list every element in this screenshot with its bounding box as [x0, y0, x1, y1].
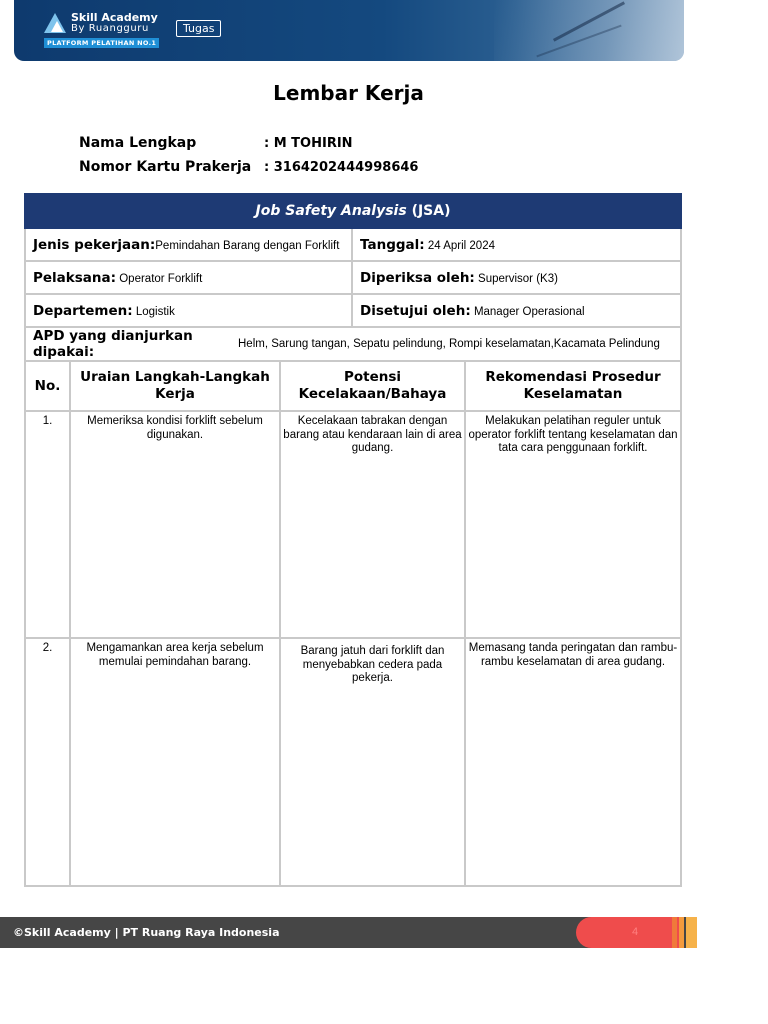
- step-uraian: Memeriksa kondisi forklift sebelum digunakan.: [70, 411, 280, 638]
- jsa-heading-abbr: (JSA): [411, 203, 451, 219]
- footer-stripe: [672, 917, 677, 948]
- skill-academy-logo-icon: [44, 13, 66, 35]
- step-rekomendasi: Melakukan pelatihan reguler untuk operator forklift tentang keselamatan dan tata cara penggunaan forklift.: [465, 411, 681, 638]
- table-row: [25, 411, 681, 638]
- disetujui-label: Disetujui oleh:: [360, 302, 471, 319]
- page-number: 4: [632, 926, 639, 938]
- card-number-label: Nomor Kartu Prakerja: [79, 159, 252, 175]
- disetujui-value: Manager Operasional: [473, 305, 585, 318]
- diperiksa-label: Diperiksa oleh:: [360, 269, 475, 286]
- departemen-label: Departemen:: [33, 302, 133, 319]
- step-potensi: Kecelakaan tabrakan dengan barang atau kendaraan lain di area gudang.: [280, 411, 465, 638]
- diperiksa-value: Supervisor (K3): [478, 272, 558, 285]
- header-banner: [14, 0, 684, 61]
- name-label: Nama Lengkap: [79, 135, 197, 151]
- departemen-value: Logistik: [135, 305, 175, 318]
- tanggal-cell: [352, 228, 681, 261]
- card-number-value: : 3164202444998646: [264, 160, 419, 175]
- pelaksana-value: Operator Forklift: [119, 272, 203, 285]
- jenis-pekerjaan-cell: [25, 228, 352, 261]
- step-potensi: Barang jatuh dari forklift dan menyebabkan cedera pada pekerja.: [280, 638, 465, 886]
- page-footer: [0, 917, 697, 948]
- pelaksana-label: Pelaksana:: [33, 269, 117, 286]
- brand-tagline: PLATFORM PELATIHAN NO.1: [44, 38, 159, 48]
- brand-line2: By Ruangguru: [71, 23, 149, 34]
- jenis-value: Pemindahan Barang dengan Forklift: [155, 239, 340, 252]
- apd-label: APD yang dianjurkan dipakai:: [33, 328, 193, 360]
- jsa-heading: [25, 194, 681, 228]
- departemen-cell: [25, 294, 352, 327]
- page-title: Lembar Kerja: [273, 81, 424, 105]
- step-rekomendasi: Memasang tanda peringatan dan rambu-rambu keselamatan di area gudang.: [465, 638, 681, 886]
- step-number: 2.: [25, 638, 70, 886]
- table-row: [25, 638, 681, 886]
- col-header-potensi: Potensi Kecelakaan/Bahaya: [280, 361, 465, 411]
- brand-name: [71, 12, 158, 34]
- pelaksana-cell: [25, 261, 352, 294]
- apd-cell: [25, 327, 681, 361]
- banner-decoration: [494, 0, 684, 61]
- tanggal-value: 24 April 2024: [427, 239, 495, 252]
- disetujui-cell: [352, 294, 681, 327]
- step-uraian: Mengamankan area kerja sebelum memulai pemindahan barang.: [70, 638, 280, 886]
- tanggal-label: Tanggal:: [360, 236, 425, 253]
- col-header-rekomendasi: Rekomendasi Prosedur Keselamatan: [465, 361, 681, 411]
- footer-stripe: [686, 917, 697, 948]
- card-number-row: [79, 159, 418, 175]
- diperiksa-cell: [352, 261, 681, 294]
- step-number: 1.: [25, 411, 70, 638]
- brand-line1: Skill Academy: [71, 11, 158, 24]
- footer-copyright: ©Skill Academy | PT Ruang Raya Indonesia: [13, 926, 280, 939]
- col-header-no: No.: [25, 361, 70, 411]
- footer-stripe: [679, 917, 684, 948]
- footer-accent: [576, 917, 684, 948]
- jenis-label: Jenis pekerjaan:: [33, 236, 156, 253]
- jsa-table: [24, 193, 682, 887]
- col-header-uraian: Uraian Langkah-Langkah Kerja: [70, 361, 280, 411]
- name-value: : M TOHIRIN: [264, 136, 353, 151]
- tugas-badge: Tugas: [176, 20, 221, 37]
- jsa-heading-italic: Job Safety Analysis: [255, 203, 407, 219]
- name-row: [79, 135, 353, 151]
- apd-value: Helm, Sarung tangan, Sepatu pelindung, Rompi keselamatan,Kacamata Pelindung: [238, 337, 660, 350]
